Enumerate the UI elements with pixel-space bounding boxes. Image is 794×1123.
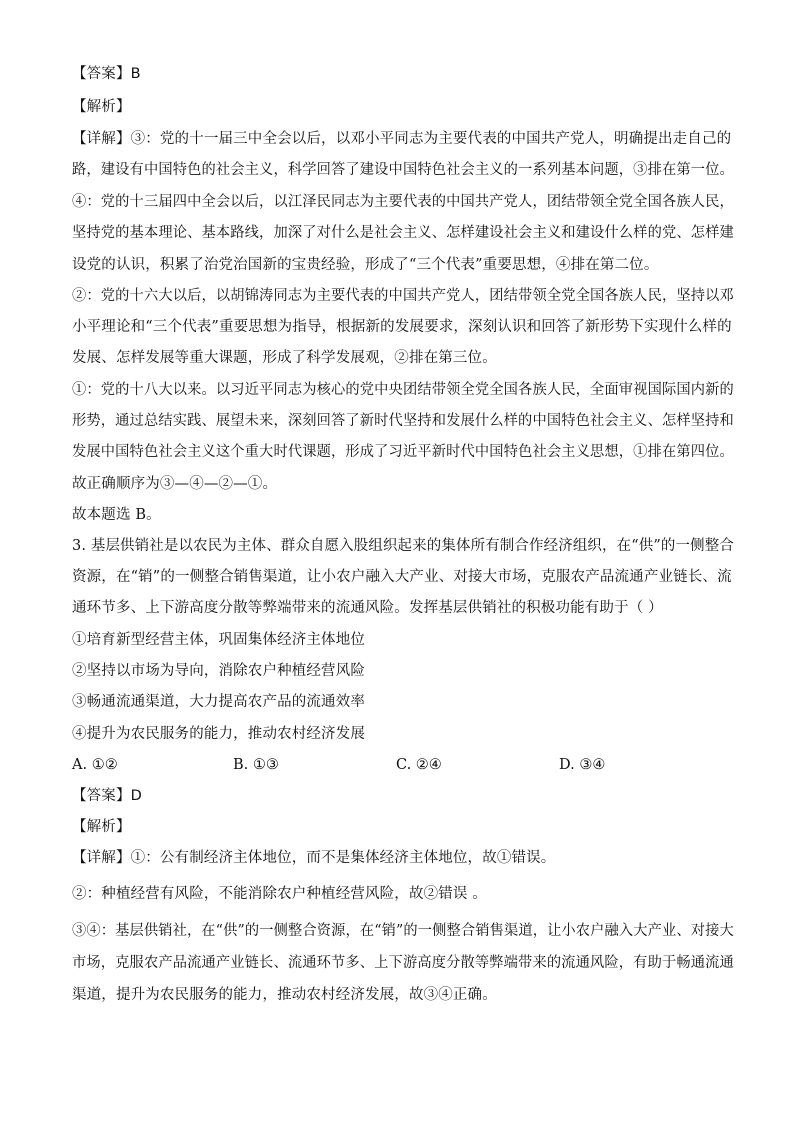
statement-item: ③畅通流通渠道，大力提高农产品的流通效率 — [72, 694, 365, 710]
option-a: A. ①② — [72, 757, 118, 773]
detail-line: ②：种植经营有风险，不能消除农户种植经营风险，故②错误 。 — [72, 886, 487, 902]
detail-line: 发展中国特色社会主义这个重大时代课题，形成了习近平新时代中国特色社会主义思想，①排在第四位。 — [72, 444, 734, 460]
detail-line: 故正确顺序为③—④—②—①。 — [72, 476, 278, 492]
question-stem-line: 3. 基层供销社是以农民为主体、群众自愿入股组织起来的集体所有制合作经济组织，在“供”的一侧整合 — [72, 538, 734, 554]
detail-line: 路，建设有中国特色的社会主义，科学回答了建设中国特色社会主义的一系列基本问题，③排在第一位。 — [72, 162, 734, 178]
detail-line: ③④：基层供销社，在“供”的一侧整合资源，在“销”的一侧整合销售渠道，让小农户融入大产业、对接大 — [72, 923, 734, 939]
question-stem-line: 资源，在“销”的一侧整合销售渠道，让小农户融入大产业、对接大市场，克服农产品流通产业链长、流 — [72, 569, 732, 585]
statement-item: ④提升为农民服务的能力，推动农村经济发展 — [72, 726, 365, 742]
option-c: C. ②④ — [396, 757, 442, 773]
detail-line: 设党的认识，积累了治党治国新的宝贵经验，形成了“三个代表”重要思想，④排在第二位。 — [72, 257, 659, 273]
detail-line: 渠道，提升为农民服务的能力，推动农村经济发展，故③④正确。 — [72, 987, 497, 1003]
question-stem-line: 通环节多、上下游高度分散等弊端带来的流通风险。发挥基层供销社的积极功能有助于（ ） — [72, 600, 663, 616]
statement-item: ①培育新型经营主体，巩固集体经济主体地位 — [72, 632, 365, 648]
detail-line: 市场，克服农产品流通产业链长、流通环节多、上下游高度分散等弊端带来的流通风险，有助于畅通流通 — [72, 955, 734, 971]
detail-line: 【详解】③：党的十一届三中全会以后，以邓小平同志为主要代表的中国共产党人，明确提出走自己的 — [72, 131, 732, 147]
detail-line: ②：党的十六大以后，以胡锦涛同志为主要代表的中国共产党人，团结带领全党全国各族人民，坚持以邓 — [72, 288, 734, 304]
option-b: B. ①③ — [233, 757, 279, 773]
conclusion-line: 故本题选 B。 — [72, 507, 161, 523]
detail-line: 坚持党的基本理论、基本路线，加深了对什么是社会主义、怎样建设社会主义和建设什么样的党、怎样建 — [72, 225, 734, 241]
analysis-label-2: 【解析】 — [72, 819, 131, 835]
answer-label-2: 【答案】D — [72, 788, 142, 804]
answer-label-1: 【答案】B — [72, 66, 141, 82]
detail-line: 发展、怎样发展等重大课题，形成了科学发展观，②排在第三位。 — [72, 350, 497, 366]
option-d: D. ③④ — [559, 757, 606, 773]
analysis-label-1: 【解析】 — [72, 99, 131, 115]
detail-line: ④：党的十三届四中全会以后，以江泽民同志为主要代表的中国共产党人，团结带领全党全国各族人民， — [72, 194, 734, 210]
detail-line: 形势，通过总结实践、展望未来，深刻回答了新时代坚持和发展什么样的中国特色社会主义、怎样坚持和 — [72, 413, 734, 429]
detail-line: 小平理论和“三个代表”重要思想为指导，根据新的发展要求，深刻认识和回答了新形势下实现什么样的 — [72, 319, 732, 335]
detail-line: 【详解】①：公有制经济主体地位，而不是集体经济主体地位，故①错误。 — [72, 850, 556, 866]
statement-item: ②坚持以市场为导向，消除农户种植经营风险 — [72, 663, 365, 679]
detail-line: ①：党的十八大以来。以习近平同志为核心的党中央团结带领全党全国各族人民，全面审视国际国内新的 — [72, 382, 734, 398]
